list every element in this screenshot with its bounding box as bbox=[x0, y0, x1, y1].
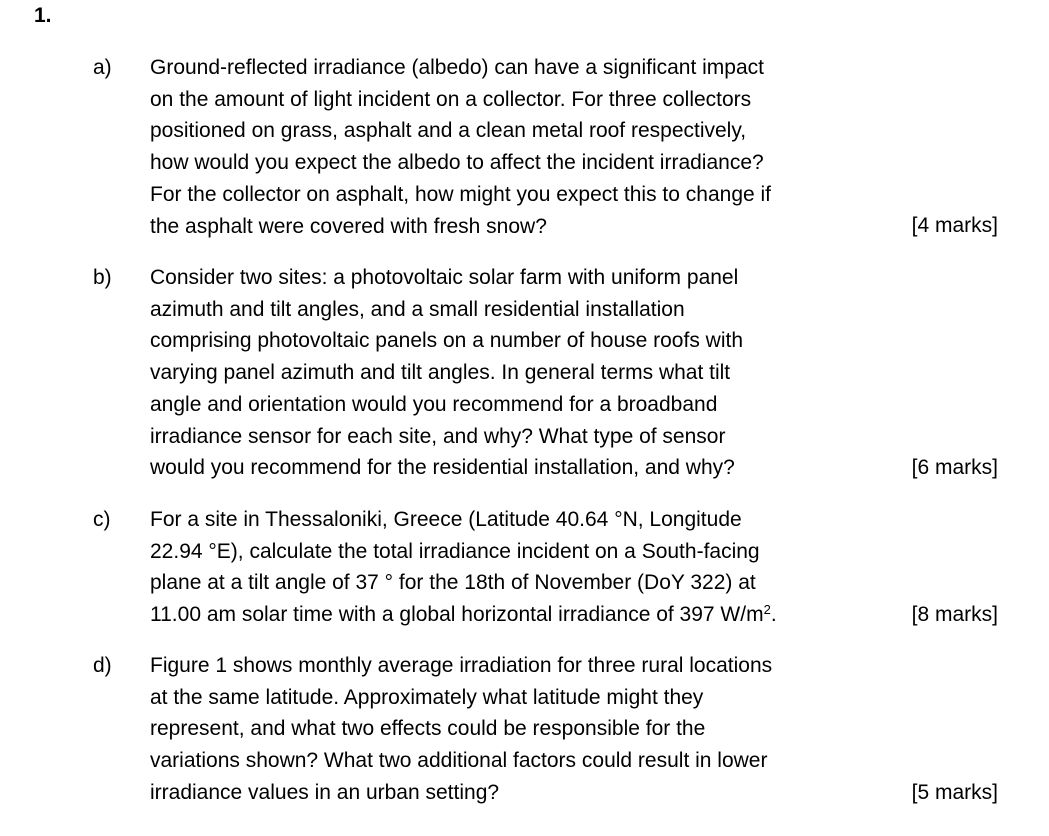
text-line: how would you expect the albedo to affect the incident irradiance? bbox=[150, 151, 764, 175]
text-line: Consider two sites: a photovoltaic solar farm with uniform panel bbox=[150, 266, 739, 289]
marks-label: [4 marks] bbox=[911, 214, 998, 237]
text-line: For the collector on asphalt, how might you expect this to change if bbox=[150, 182, 772, 206]
part-label: a) bbox=[93, 56, 112, 79]
marks-label: [6 marks] bbox=[911, 456, 998, 479]
text-line: positioned on grass, asphalt and a clean metal roof respectively, bbox=[150, 119, 747, 143]
line-suffix: . bbox=[770, 603, 777, 627]
text-line: angle and orientation would you recommend for a broadband bbox=[150, 392, 718, 416]
text-line: 22.94 °E), calculate the total irradiance incident on a South-facing bbox=[150, 539, 760, 563]
part-text bbox=[150, 52, 890, 242]
text-line: Figure 1 shows monthly average irradiation for three rural locations bbox=[150, 654, 773, 677]
part-label: d) bbox=[93, 654, 112, 677]
question-number: 1. bbox=[34, 4, 52, 27]
text-line: represent, and what two effects could be responsible for the bbox=[150, 717, 706, 741]
part-label: b) bbox=[93, 266, 112, 289]
part-text bbox=[150, 504, 890, 631]
text-line: would you recommend for the residential installation, and why? bbox=[150, 456, 735, 480]
text-line: on the amount of light incident on a collector. For three collectors bbox=[150, 87, 752, 111]
text-line: at the same latitude. Approximately what latitude might they bbox=[150, 685, 704, 709]
text-line: comprising photovoltaic panels on a number of house roofs with bbox=[150, 329, 744, 353]
text-line-with-units bbox=[150, 599, 890, 631]
marks-label: [5 marks] bbox=[911, 781, 998, 804]
part-text bbox=[150, 650, 890, 809]
text-line: 11.00 am solar time with a global horizontal irradiance of 397 W/m bbox=[150, 603, 764, 627]
text-line: varying panel azimuth and tilt angles. In general terms what tilt bbox=[150, 361, 731, 385]
text-line: irradiance values in an urban setting? bbox=[150, 780, 500, 804]
text-line: azimuth and tilt angles, and a small residential installation bbox=[150, 297, 685, 321]
text-line: plane at a tilt angle of 37 ° for the 18th of November (DoY 322) at bbox=[150, 571, 756, 595]
marks-label: [8 marks] bbox=[911, 603, 998, 626]
part-text bbox=[150, 262, 890, 484]
superscript: 2 bbox=[763, 602, 771, 618]
text-line: irradiance sensor for each site, and why? What type of sensor bbox=[150, 424, 726, 448]
text-line: For a site in Thessaloniki, Greece (Latitude 40.64 °N, Longitude bbox=[150, 508, 742, 531]
text-line: variations shown? What two additional factors could result in lower bbox=[150, 749, 768, 773]
text-line: Ground-reflected irradiance (albedo) can have a significant impact bbox=[150, 56, 764, 79]
text-line: the asphalt were covered with fresh snow? bbox=[150, 214, 547, 238]
part-label: c) bbox=[93, 508, 111, 531]
